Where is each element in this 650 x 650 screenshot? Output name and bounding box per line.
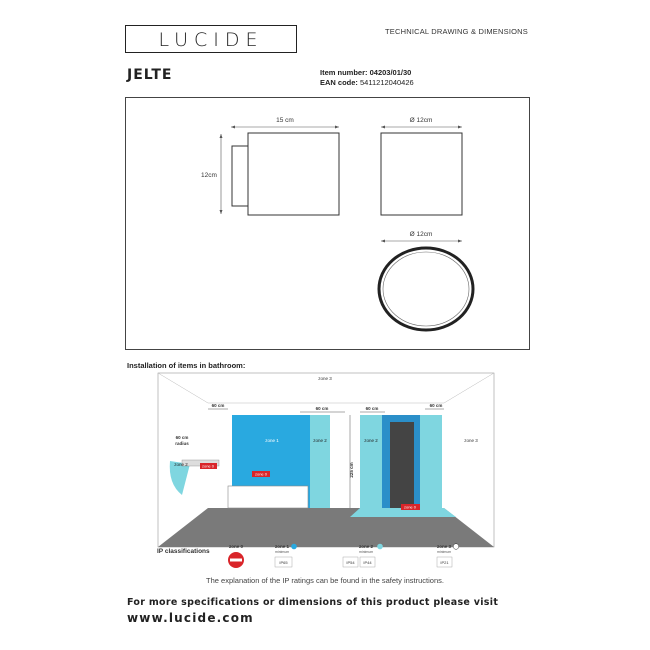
ip-zone3-sub: minimum bbox=[437, 550, 452, 554]
zone2-dot-icon bbox=[377, 544, 383, 550]
zone1-dot-icon bbox=[291, 544, 297, 550]
label-zone1: zone 1 bbox=[265, 438, 279, 443]
bottom-view-inner-ring bbox=[383, 252, 469, 326]
bottom-diameter-label: Ø 12cm bbox=[409, 231, 433, 238]
label-radius-2: radius bbox=[175, 441, 189, 446]
shower-glass bbox=[390, 422, 414, 508]
ip-zone2-code-b: IP44 bbox=[363, 560, 372, 565]
zone2-bath-right bbox=[310, 415, 330, 508]
logo-text: LUCIDE bbox=[158, 29, 264, 51]
document-title: TECHNICAL DRAWING & DIMENSIONS bbox=[385, 27, 528, 36]
ip-zone3-code: IP21 bbox=[440, 560, 449, 565]
wall-mount-plate bbox=[232, 146, 248, 206]
ip-zone2-label: zone 2 bbox=[359, 544, 374, 549]
bathtub bbox=[228, 486, 308, 508]
zone2-shower-left bbox=[360, 415, 382, 508]
zone3-dot-icon bbox=[453, 544, 459, 550]
bottom-view-outer-ring bbox=[379, 248, 473, 330]
label-zone0-shower: zone 0 bbox=[403, 504, 417, 510]
ip-zone2-code-a: IP54 bbox=[346, 560, 355, 565]
ip-zone1-code: IP65 bbox=[279, 560, 288, 565]
ip-zone2-sub: minimum bbox=[359, 550, 374, 554]
ip-zone3-label: zone 3 bbox=[437, 544, 452, 549]
label-zone2-shower: zone 2 bbox=[364, 438, 378, 443]
label-radius-1: 60 cm bbox=[175, 435, 189, 440]
zone2-shower-right bbox=[420, 415, 442, 508]
ean-value: 5411212040426 bbox=[360, 78, 414, 87]
label-60-left: 60 cm bbox=[211, 403, 225, 408]
label-zone2-basin: zone 2 bbox=[174, 462, 188, 467]
ip-zone1-sub: minimum bbox=[275, 550, 290, 554]
ip-zone0-label: zone 0 bbox=[228, 544, 244, 549]
label-height-225: 225 cm bbox=[349, 462, 354, 478]
label-zone3-top: zone 3 bbox=[318, 376, 332, 381]
ip-classifications-label: IP classifications bbox=[157, 548, 210, 555]
front-diameter-label: Ø 12cm bbox=[409, 117, 433, 124]
ip-explanation-note: The explanation of the IP ratings can be found in the safety instructions. bbox=[206, 576, 444, 585]
product-name: JELTE bbox=[127, 67, 173, 83]
label-zone0-bath: zone 0 bbox=[254, 471, 268, 477]
more-info-text: For more specifications or dimensions of this product please visit bbox=[127, 597, 499, 608]
website-link[interactable]: www.lucide.com bbox=[127, 611, 254, 625]
item-number-value: 04203/01/30 bbox=[369, 68, 412, 77]
label-zone3-right: zone 3 bbox=[464, 438, 478, 443]
side-view-body bbox=[248, 133, 339, 215]
front-view-body bbox=[381, 133, 462, 215]
ip-legend bbox=[0, 540, 650, 572]
bathroom-section-title: Installation of items in bathroom: bbox=[127, 361, 246, 370]
width-label: 15 cm bbox=[276, 117, 294, 124]
ean-label: EAN code: bbox=[320, 78, 358, 87]
height-label: 12cm bbox=[201, 172, 217, 179]
ip-zone1-label: zone 1 bbox=[275, 544, 290, 549]
label-60-right: 60 cm bbox=[365, 406, 379, 411]
label-zone2-bath: zone 2 bbox=[313, 438, 327, 443]
label-zone0-basin: zone 0 bbox=[201, 463, 215, 469]
item-number-label: Item number: bbox=[320, 68, 368, 77]
label-60-mid: 60 cm bbox=[315, 406, 329, 411]
label-60-far: 60 cm bbox=[429, 403, 443, 408]
